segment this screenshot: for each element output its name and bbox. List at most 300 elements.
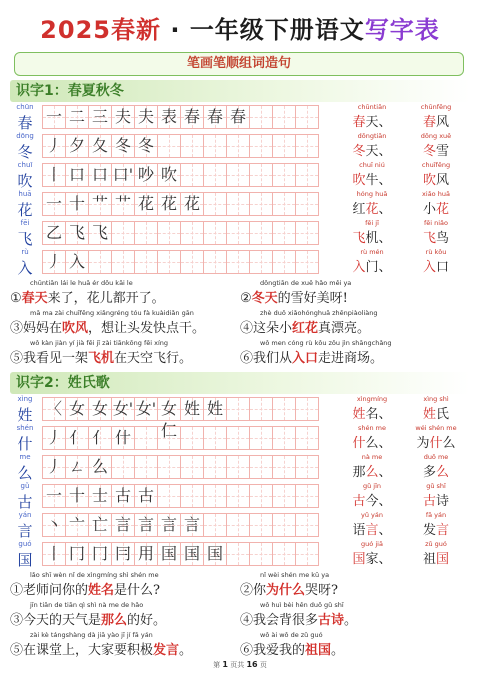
grid-cell <box>111 513 135 537</box>
compound-word <box>340 111 404 130</box>
word-char: 门 <box>365 260 379 275</box>
stroke-grid <box>42 426 318 450</box>
grid-cell <box>272 250 296 274</box>
word-char: 冬 <box>422 144 436 159</box>
grid-cell <box>272 192 296 216</box>
sentence-number: ④ <box>240 321 254 336</box>
character-row <box>10 219 470 248</box>
grid-cell <box>134 513 158 537</box>
stroke-step: 十 <box>68 194 85 213</box>
sentence-text: 真漂亮。 <box>318 321 371 336</box>
stroke-step: 丨 <box>45 544 62 563</box>
grid-cell <box>226 426 250 450</box>
target-character: 姓 <box>17 406 33 424</box>
sentence-keyword: 吹风 <box>62 321 89 336</box>
grid-cell <box>180 455 204 479</box>
stroke-grid <box>42 542 318 566</box>
character-row <box>10 132 470 161</box>
grid-cell <box>295 397 319 421</box>
stroke-step: 十 <box>68 486 85 505</box>
grid-cell <box>272 426 296 450</box>
grid-cell <box>226 542 250 566</box>
grid-cell <box>180 484 204 508</box>
stroke-step: 亡 <box>91 515 108 534</box>
word-pinyin: xiǎo huā <box>422 190 450 198</box>
stroke-step: 什 <box>114 428 131 447</box>
grid-cell <box>203 192 227 216</box>
word-group <box>340 190 468 217</box>
stroke-step: 古 <box>114 486 131 505</box>
section-heading: 识字2：姓氏歌 <box>10 372 470 394</box>
grid-cell <box>157 542 181 566</box>
stroke-step: 三 <box>91 107 108 126</box>
sentence-keyword: 红花 <box>292 321 319 336</box>
word-group <box>340 511 468 538</box>
grid-cell <box>157 221 181 245</box>
compound-word <box>404 169 468 188</box>
sentence-number: ① <box>10 291 22 306</box>
word-group <box>340 132 468 159</box>
word-group <box>340 540 468 567</box>
compound-word <box>404 198 468 217</box>
word-char: 多 <box>422 465 436 480</box>
sentence-text: 我看见一架 <box>23 351 89 366</box>
grid-cell <box>88 397 112 421</box>
grid-cell <box>249 426 273 450</box>
sentence-text: 是什么? <box>114 583 161 598</box>
sentence-number: ① <box>10 583 24 598</box>
stroke-step: 国 <box>183 544 200 563</box>
sentence-pinyin: wǒ kàn jiàn yí jià fēi jī zài tiānkōng fēi xíng <box>30 339 169 347</box>
sentence-keyword: 祖国 <box>305 643 332 658</box>
char-pinyin: guó <box>18 540 32 548</box>
word-char: 什 <box>352 436 366 451</box>
stroke-step: 丿 <box>45 136 62 155</box>
stroke-step: 女 <box>68 399 85 418</box>
sentence-text: 这朵小 <box>253 321 293 336</box>
character-row <box>10 103 470 132</box>
grid-cell <box>42 221 66 245</box>
grid-cell <box>134 221 158 245</box>
grid-cell <box>111 221 135 245</box>
word-char: 名 <box>365 407 379 422</box>
sentence-pinyin: zhè duǒ xiǎohónghuā zhēnpiàoliàng <box>260 309 378 317</box>
grid-cell <box>203 426 227 450</box>
grid-cell <box>134 426 158 450</box>
word-char: 鸟 <box>436 231 450 246</box>
grid-cell <box>157 484 181 508</box>
stroke-step: 夕 <box>68 136 85 155</box>
word-char: 么 <box>442 436 456 451</box>
grid-cell <box>42 542 66 566</box>
sentence-block <box>10 571 470 661</box>
example-sentence <box>240 631 470 661</box>
stroke-step: 言 <box>183 515 200 534</box>
grid-cell <box>42 455 66 479</box>
target-character: 什 <box>17 435 33 453</box>
word-pinyin: chuīfēng <box>421 161 451 169</box>
grid-cell <box>65 221 89 245</box>
stroke-step: 吹 <box>160 165 177 184</box>
grid-cell <box>249 484 273 508</box>
sentence-text: 。 <box>179 643 193 658</box>
word-pinyin: fā yán <box>425 511 447 519</box>
grid-cell <box>134 105 158 129</box>
stroke-step: 丶 <box>45 515 62 534</box>
grid-cell <box>111 250 135 274</box>
grid-cell <box>88 221 112 245</box>
grid-cell <box>65 542 89 566</box>
word-char: 言 <box>365 523 379 538</box>
stroke-grid <box>42 250 318 274</box>
grid-cell <box>65 192 89 216</box>
grid-cell <box>249 134 273 158</box>
word-char: 牛 <box>365 173 379 188</box>
character-row <box>10 248 470 277</box>
stroke-step: 丿 <box>45 252 62 271</box>
example-sentence <box>240 601 470 631</box>
sentence-number: ④ <box>240 613 254 628</box>
grid-cell <box>295 163 319 187</box>
grid-cell <box>65 513 89 537</box>
word-char: 那 <box>352 465 366 480</box>
grid-cell <box>42 513 66 537</box>
word-pinyin: wéi shén me <box>415 424 457 432</box>
word-char: 诗 <box>436 494 450 509</box>
char-pinyin: gǔ <box>20 482 30 490</box>
grid-cell <box>295 426 319 450</box>
grid-cell <box>272 397 296 421</box>
compound-word <box>404 140 468 159</box>
grid-cell <box>157 397 181 440</box>
word-char: 雪 <box>436 144 450 159</box>
grid-cell <box>249 192 273 216</box>
grid-cell <box>65 250 89 274</box>
grid-cell <box>157 250 181 274</box>
word-pinyin: yǔ yán <box>361 511 383 519</box>
stroke-step: 冂 <box>91 544 108 563</box>
character-row <box>10 190 470 219</box>
compound-word <box>340 140 404 159</box>
sentence-pinyin: wǒ ài wǒ de zǔ guó <box>260 631 323 639</box>
grid-cell <box>157 513 181 537</box>
separator: 、 <box>378 552 392 567</box>
word-char: 语 <box>352 523 366 538</box>
grid-cell <box>157 134 181 158</box>
grid-cell <box>249 250 273 274</box>
separator: 、 <box>378 115 392 130</box>
char-pinyin: huā <box>18 190 32 198</box>
grid-cell <box>111 163 135 187</box>
stroke-grid <box>42 221 318 245</box>
compound-word <box>340 461 404 480</box>
grid-cell <box>180 426 204 450</box>
target-character: 春 <box>17 114 33 132</box>
stroke-step: 女仁 <box>160 399 177 440</box>
word-char: 花 <box>436 202 450 217</box>
grid-cell <box>272 513 296 537</box>
stroke-step: 夫 <box>114 107 131 126</box>
word-char: 么 <box>365 436 379 451</box>
word-char: 么 <box>436 465 450 480</box>
example-sentence <box>240 279 470 309</box>
sentence-text: 老师问你的 <box>23 583 89 598</box>
subtitle-banner: 笔画笔顺组词造句 <box>14 52 464 76</box>
target-character: 飞 <box>17 230 33 248</box>
word-char: 吹 <box>422 173 436 188</box>
target-character: 么 <box>17 464 33 482</box>
word-char: 风 <box>436 173 450 188</box>
page-title: 2025春新 · 一年级下册语文写字表 <box>40 16 440 44</box>
stroke-step: 丿 <box>45 428 62 447</box>
sentence-keyword: 发言 <box>153 643 180 658</box>
grid-cell <box>226 484 250 508</box>
char-pinyin: fēi <box>20 219 30 227</box>
grid-cell <box>180 513 204 537</box>
word-char: 春 <box>352 115 366 130</box>
page-footer: 第 1 页共 16 页 <box>213 660 267 669</box>
grid-cell <box>111 484 135 508</box>
word-char: 入 <box>422 260 436 275</box>
grid-cell <box>249 105 273 129</box>
sentence-pinyin: nǐ wèi shén me kū ya <box>260 571 330 579</box>
grid-cell <box>203 513 227 537</box>
grid-cell <box>134 134 158 158</box>
sentence-text: 我会背很多 <box>253 613 319 628</box>
grid-cell <box>111 542 135 566</box>
stroke-step: 言 <box>114 515 131 534</box>
word-pinyin: chūntiān <box>357 103 387 111</box>
stroke-step: 亠 <box>68 515 85 534</box>
stroke-step: 丿 <box>45 457 62 476</box>
stroke-step: 女' <box>135 399 157 418</box>
grid-cell <box>157 192 181 216</box>
separator: 、 <box>378 523 392 538</box>
grid-cell <box>295 221 319 245</box>
stroke-step: 艹 <box>114 194 131 213</box>
word-pinyin: chūnfēng <box>420 103 452 111</box>
word-group <box>340 424 468 451</box>
sentence-block <box>10 279 470 369</box>
word-char: 飞 <box>352 231 366 246</box>
compound-word <box>340 519 404 538</box>
stroke-step: 〈 <box>45 399 62 418</box>
word-char: 国 <box>352 552 366 567</box>
compound-word <box>340 548 404 567</box>
example-sentence <box>10 631 240 661</box>
stroke-step: 花 <box>160 194 177 213</box>
stroke-step: 夂 <box>91 136 108 155</box>
word-pinyin: fēi niǎo <box>423 219 449 227</box>
grid-cell <box>226 134 250 158</box>
grid-cell <box>203 250 227 274</box>
grid-cell <box>295 513 319 537</box>
grid-cell <box>42 484 66 508</box>
compound-word <box>404 227 468 246</box>
grid-cell <box>295 455 319 479</box>
word-char: 发 <box>422 523 436 538</box>
word-pinyin: dōng xuě <box>420 132 452 140</box>
grid-cell <box>272 163 296 187</box>
stroke-step: 口' <box>112 165 134 184</box>
compound-word <box>340 227 404 246</box>
grid-cell <box>134 484 158 508</box>
grid-cell <box>203 455 227 479</box>
grid-cell <box>226 192 250 216</box>
char-pinyin: chūn <box>16 103 34 111</box>
stroke-step: 吵 <box>137 165 154 184</box>
stroke-step: 冂 <box>68 544 85 563</box>
char-pinyin: yán <box>18 511 32 519</box>
target-character: 言 <box>17 522 33 540</box>
grid-cell <box>203 397 227 421</box>
example-sentence <box>240 571 470 601</box>
word-char: 春 <box>422 115 436 130</box>
word-char: 祖 <box>422 552 436 567</box>
grid-cell <box>226 105 250 129</box>
stroke-step: 姓 <box>183 399 200 418</box>
word-pinyin: zǔ guó <box>425 540 447 548</box>
word-char: 姓 <box>422 407 436 422</box>
target-character: 花 <box>17 201 33 219</box>
grid-cell <box>111 134 135 158</box>
grid-cell <box>134 542 158 566</box>
word-char: 小 <box>422 202 436 217</box>
grid-cell <box>249 163 273 187</box>
sentence-number: ⑥ <box>240 643 254 658</box>
stroke-step: 女' <box>112 399 134 418</box>
grid-cell <box>249 221 273 245</box>
grid-cell <box>295 192 319 216</box>
stroke-step: 女 <box>91 399 108 418</box>
character-row <box>10 453 470 482</box>
stroke-step: 冃 <box>114 544 131 563</box>
grid-cell <box>111 105 135 129</box>
word-char: 红 <box>352 202 366 217</box>
grid-cell <box>180 221 204 245</box>
stroke-step: 冬 <box>114 136 131 155</box>
word-char: 古 <box>352 494 366 509</box>
word-pinyin: guó jiā <box>361 540 383 548</box>
grid-cell <box>203 484 227 508</box>
stroke-grid <box>42 134 318 158</box>
separator: 、 <box>378 173 392 188</box>
word-char: 风 <box>436 115 450 130</box>
sentence-text: 今天的天气是 <box>23 613 102 628</box>
grid-cell <box>180 192 204 216</box>
sentence-number: ⑤ <box>10 351 24 366</box>
grid-cell <box>226 250 250 274</box>
sentence-keyword: 入口 <box>292 351 319 366</box>
sentence-pinyin: zài kè tángshàng dà jiā yào jī jí fā yán <box>30 631 153 639</box>
word-char: 为 <box>416 436 430 451</box>
word-group <box>340 103 468 130</box>
word-char: 天 <box>365 115 379 130</box>
word-char: 今 <box>365 494 379 509</box>
sentence-pinyin: chūntiān lái le huā ér dōu kāi le <box>30 279 133 287</box>
word-pinyin: duō me <box>423 453 449 461</box>
grid-cell <box>65 134 89 158</box>
target-character: 冬 <box>17 143 33 161</box>
grid-cell <box>88 134 112 158</box>
grid-cell <box>295 542 319 566</box>
grid-cell <box>180 105 204 129</box>
sentence-keyword: 姓名 <box>88 583 115 598</box>
grid-cell <box>226 455 250 479</box>
grid-cell <box>295 484 319 508</box>
word-pinyin: xìng shì <box>423 395 449 403</box>
grid-cell <box>272 134 296 158</box>
stroke-step: 口 <box>68 165 85 184</box>
grid-cell <box>42 134 66 158</box>
stroke-step: 言 <box>160 515 177 534</box>
stroke-step: 国 <box>160 544 177 563</box>
grid-cell <box>134 250 158 274</box>
stroke-grid <box>42 455 318 479</box>
compound-word <box>404 111 468 130</box>
char-pinyin: shén <box>16 424 34 432</box>
word-char: 飞 <box>422 231 436 246</box>
word-group <box>340 453 468 480</box>
sentence-pinyin: mā ma zài chuīfēng xiǎngréng tóu fà kuàidiǎn gān <box>30 309 194 317</box>
grid-cell <box>88 426 112 450</box>
separator: 、 <box>378 494 392 509</box>
sentence-keyword: 飞机 <box>88 351 115 366</box>
grid-cell <box>88 484 112 508</box>
grid-cell <box>111 426 135 450</box>
separator: 、 <box>378 407 392 422</box>
word-pinyin: fēi jī <box>365 219 379 227</box>
grid-cell <box>88 105 112 129</box>
word-pinyin: xìngmíng <box>356 395 388 403</box>
word-char: 言 <box>436 523 450 538</box>
sentence-number: ⑤ <box>10 643 24 658</box>
section-heading: 识字1：春夏秋冬 <box>10 80 470 102</box>
word-char: 姓 <box>352 407 366 422</box>
stroke-step: 丨 <box>45 165 62 184</box>
target-character: 入 <box>17 259 33 277</box>
stroke-grid <box>42 513 318 537</box>
grid-cell <box>272 484 296 508</box>
word-pinyin: rù kǒu <box>425 248 447 256</box>
grid-cell <box>203 221 227 245</box>
word-char: 家 <box>365 552 379 567</box>
grid-cell <box>88 542 112 566</box>
grid-cell <box>272 542 296 566</box>
stroke-step: 春 <box>206 107 223 126</box>
stroke-step: 士 <box>91 486 108 505</box>
grid-cell <box>88 163 112 187</box>
stroke-step: 夫 <box>137 107 154 126</box>
stroke-step: 么 <box>91 457 108 476</box>
char-pinyin: me <box>19 453 31 461</box>
grid-cell <box>272 105 296 129</box>
char-pinyin: xìng <box>17 395 33 403</box>
separator: 、 <box>378 231 392 246</box>
grid-cell <box>203 105 227 129</box>
grid-cell <box>134 192 158 216</box>
stroke-grid <box>42 105 318 129</box>
sentence-text: 来了，花儿都开了。 <box>47 291 165 306</box>
target-character: 吹 <box>17 172 33 190</box>
grid-cell <box>88 250 112 274</box>
grid-cell <box>180 542 204 566</box>
grid-cell <box>157 455 181 479</box>
stroke-step: 飞 <box>68 223 85 242</box>
char-pinyin: rù <box>21 248 29 256</box>
stroke-grid <box>42 397 318 440</box>
grid-cell <box>180 163 204 187</box>
